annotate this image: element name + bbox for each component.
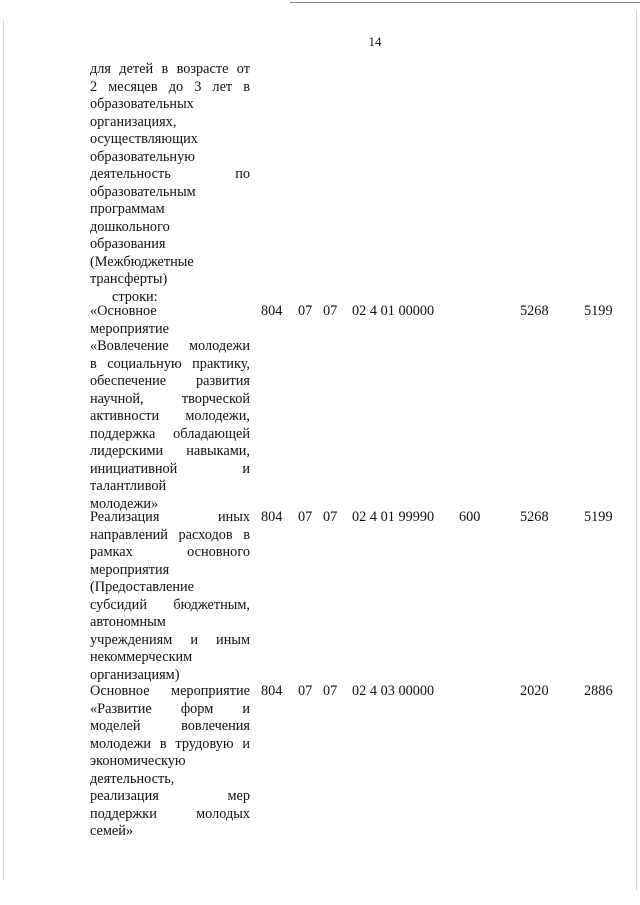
row-line: талантливой: [90, 478, 167, 494]
intro-line: для детей в возрасте от: [90, 61, 250, 77]
row-3-section: 07: [298, 683, 313, 699]
row-line: экономическую: [90, 753, 186, 769]
row-line: научной, творческой: [90, 390, 250, 407]
row-3-target-article: 02 4 03 00000: [352, 683, 435, 699]
row-1-section: 07: [298, 303, 313, 319]
row-line: моделей вовлечения: [90, 718, 250, 734]
row-2-target-article: 02 4 01 99990: [352, 509, 435, 525]
row-line: обеспечение развития: [90, 373, 250, 389]
row-line: реализация мер: [90, 788, 250, 804]
intro-line: образовательную: [90, 148, 195, 165]
row-line: инициативной и: [90, 460, 250, 477]
intro-line: образовательных: [90, 96, 194, 112]
scan-edge-top: [290, 2, 640, 3]
page-number: 14: [368, 34, 382, 49]
row-2-description: [90, 509, 250, 684]
row-3-subsection: 07: [323, 683, 338, 699]
intro-line: трансферты): [90, 271, 168, 287]
row-2-expense-type: 600: [459, 509, 481, 525]
intro-line: образовательным: [90, 183, 196, 200]
row-2-subsection: 07: [323, 509, 338, 525]
intro-line: (Межбюджетные: [90, 253, 194, 270]
row-1-value-1: 5268: [520, 303, 549, 319]
scan-edge-right: [636, 10, 637, 890]
row-line: «Вовлечение молодежи: [90, 338, 250, 354]
row-line: Основное мероприятие: [90, 683, 250, 699]
row-line: (Предоставление: [90, 579, 194, 595]
row-line: автономным: [90, 614, 166, 630]
row-2-ved: 804: [261, 509, 283, 525]
row-line: некоммерческим: [90, 649, 193, 665]
row-line: поддержка обладающей: [90, 425, 250, 442]
intro-line: 2 месяцев до 3 лет в: [90, 78, 250, 95]
scan-edge-left: [3, 20, 4, 880]
row-3-value-2: 2886: [584, 683, 613, 699]
row-line: деятельность,: [90, 770, 175, 787]
row-1-value-2: 5199: [584, 303, 613, 319]
row-line: мероприятие: [90, 320, 169, 337]
intro-line: дошкольного: [90, 218, 170, 235]
row-1-description: [90, 303, 250, 513]
row-line: активности молодежи,: [90, 408, 250, 424]
row-2-section: 07: [298, 509, 313, 525]
row-2-value-1: 5268: [520, 509, 549, 525]
intro-line: образования: [90, 236, 166, 252]
intro-description: [90, 61, 250, 306]
intro-line: организациях,: [90, 113, 177, 130]
row-3-ved: 804: [261, 683, 283, 699]
row-2-value-2: 5199: [584, 509, 613, 525]
row-3-value-1: 2020: [520, 683, 549, 699]
row-1-target-article: 02 4 01 00000: [352, 303, 435, 319]
row-line: в социальную практику,: [90, 355, 250, 372]
row-line: субсидий бюджетным,: [90, 596, 250, 613]
intro-line: программам: [90, 201, 165, 217]
row-line: семей»: [90, 823, 134, 839]
row-line: поддержки молодых: [90, 805, 250, 822]
row-line: лидерскими навыками,: [90, 443, 250, 459]
intro-line: осуществляющих: [90, 131, 198, 147]
row-1-subsection: 07: [323, 303, 338, 319]
row-line: мероприятия: [90, 561, 170, 578]
row-1-ved: 804: [261, 303, 283, 319]
row-line: направлений расходов в: [90, 526, 250, 543]
row-line: молодежи»: [90, 495, 159, 512]
intro-line: деятельность по: [90, 166, 250, 182]
strings-word: строки:: [112, 288, 158, 305]
row-line: учреждениям и иным: [90, 631, 250, 648]
row-line: «Развитие форм и: [90, 700, 250, 717]
row-line: рамках основного: [90, 544, 250, 560]
row-line: молодежи в трудовую и: [90, 735, 250, 752]
row-line: «Основное: [90, 303, 157, 319]
row-line: Реализация иных: [90, 509, 250, 525]
row-line: организациям): [90, 666, 180, 683]
row-3-description: [90, 683, 250, 841]
